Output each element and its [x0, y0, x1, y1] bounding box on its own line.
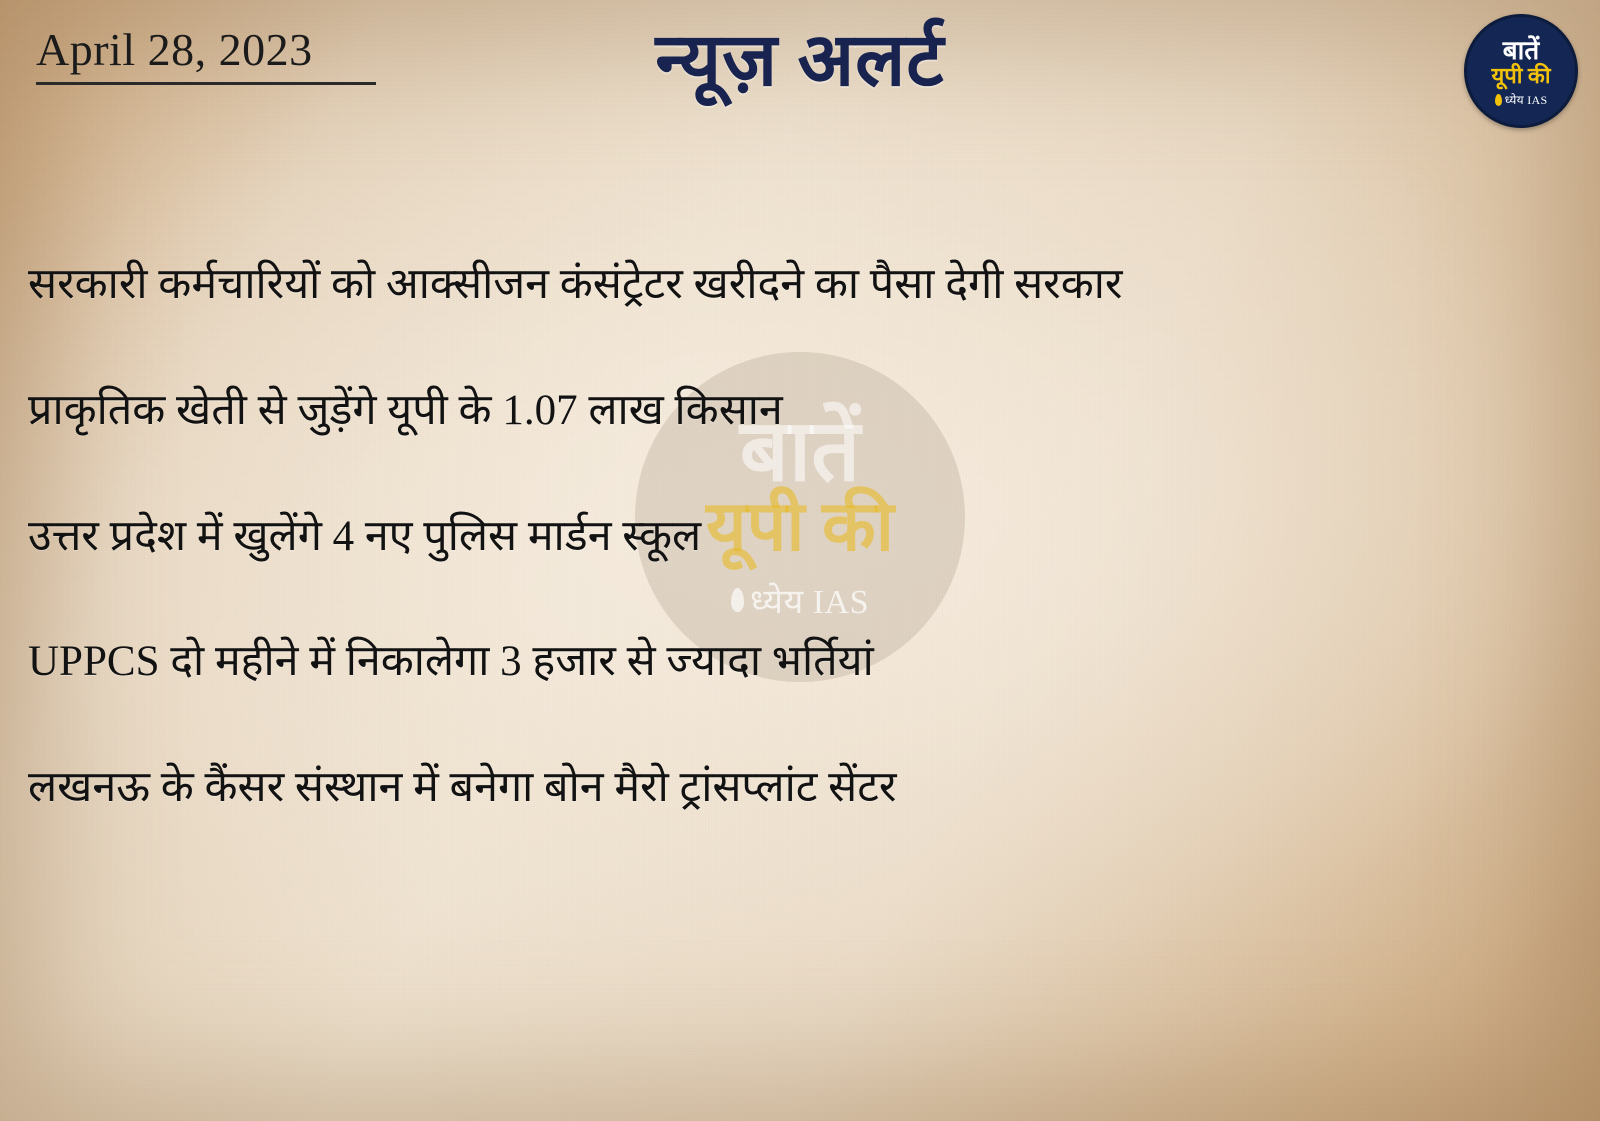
- logo-line1: बातें: [1502, 35, 1540, 65]
- brand-logo: [1464, 14, 1578, 128]
- page-title: न्यूज़ अलर्ट: [655, 20, 945, 102]
- poster-header: [0, 0, 1600, 150]
- watermark-line1: बातें: [739, 403, 861, 500]
- headline-list: [0, 150, 1600, 815]
- logo-subtitle-group: [1495, 91, 1548, 108]
- logo-subtitle: ध्येय IAS: [1504, 93, 1548, 108]
- logo-line2: यूपी की: [1491, 62, 1551, 88]
- watermark-line2: यूपी की: [706, 488, 894, 566]
- list-item: लखनऊ के कैंसर संस्थान में बनेगा बोन मैरो ट्रांसप्लांट सेंटर: [28, 764, 897, 811]
- watermark-subtitle: ध्येय IAS: [749, 583, 869, 621]
- list-item: सरकारी कर्मचारियों को आक्सीजन कंसंट्रेटर खरीदने का पैसा देगी सरकार: [28, 261, 1123, 308]
- flame-icon: [1495, 94, 1502, 106]
- list-item: UPPCS दो महीने में निकालेगा 3 हजार से ज्यादा भर्तियां: [28, 638, 874, 686]
- date-text: April 28, 2023: [36, 24, 313, 75]
- list-item: प्राकृतिक खेती से जुड़ेंगे यूपी के 1.07 लाख किसान: [28, 386, 783, 434]
- list-item: उत्तर प्रदेश में खुलेंगे 4 नए पुलिस मार्डन स्कूल: [28, 512, 702, 560]
